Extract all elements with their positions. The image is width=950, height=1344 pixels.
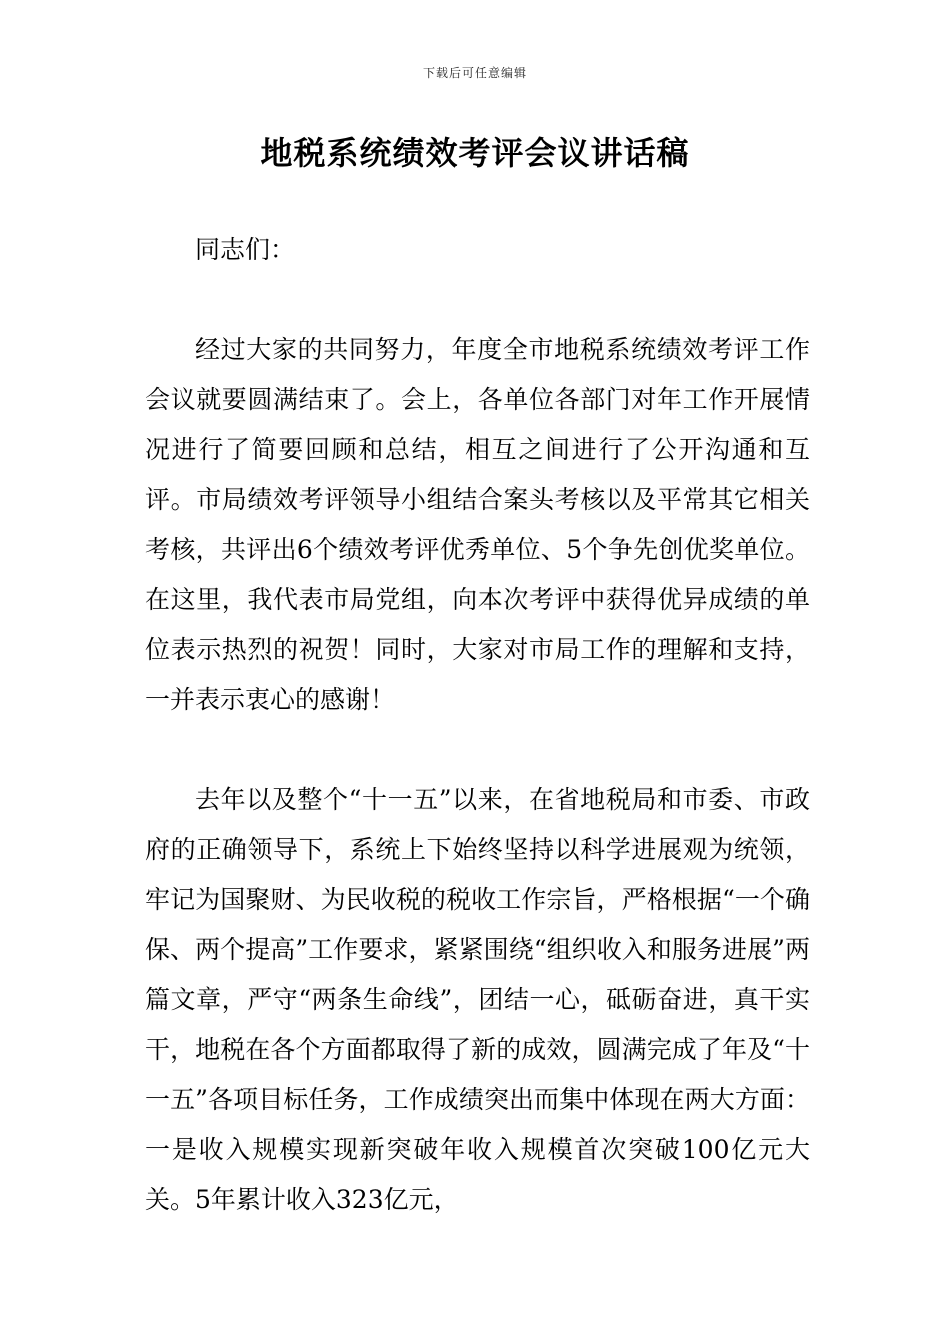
header-note: 下载后可任意编辑 xyxy=(422,66,527,80)
salutation: 同志们： xyxy=(195,235,296,264)
paragraph-2: 去年以及整个“十一五”以来，在省地税局和市委、市政府的正确领导下，系统上下始终坚持以科学进展观为统领，牢记为国聚财、为民收税的税收工作宗旨，严格根据“一个确保、两个提高”工作要求，紧紧围绕“组织收入和服务进展”两篇文章，严守“两条生命线”，团结一心，砥砺奋进，真干实干，地税在各个方面都取得了新的成效，圆满完成了年及“十一五”各项目标任务，工作成绩突出而集中体现在两大方面：一是收入规模实现新突破年收入规模首次突破100亿元大关。5年累计收入323亿元， xyxy=(145,785,810,1214)
paragraph-1: 经过大家的共同努力，年度全市地税系统绩效考评工作会议就要圆满结束了。会上，各单位各部门对年工作开展情况进行了简要回顾和总结，相互之间进行了公开沟通和互评。市局绩效考评领导小组结合案头考核以及平常其它相关考核，共评出6个绩效考评优秀单位、5个争先创优奖单位。在这里，我代表市局党组，向本次考评中获得优异成绩的单位表示热烈的祝贺！同时，大家对市局工作的理解和支持，一并表示衷心的感谢！ xyxy=(145,335,810,714)
document-title: 地税系统绩效考评会议讲话稿 xyxy=(260,134,690,172)
